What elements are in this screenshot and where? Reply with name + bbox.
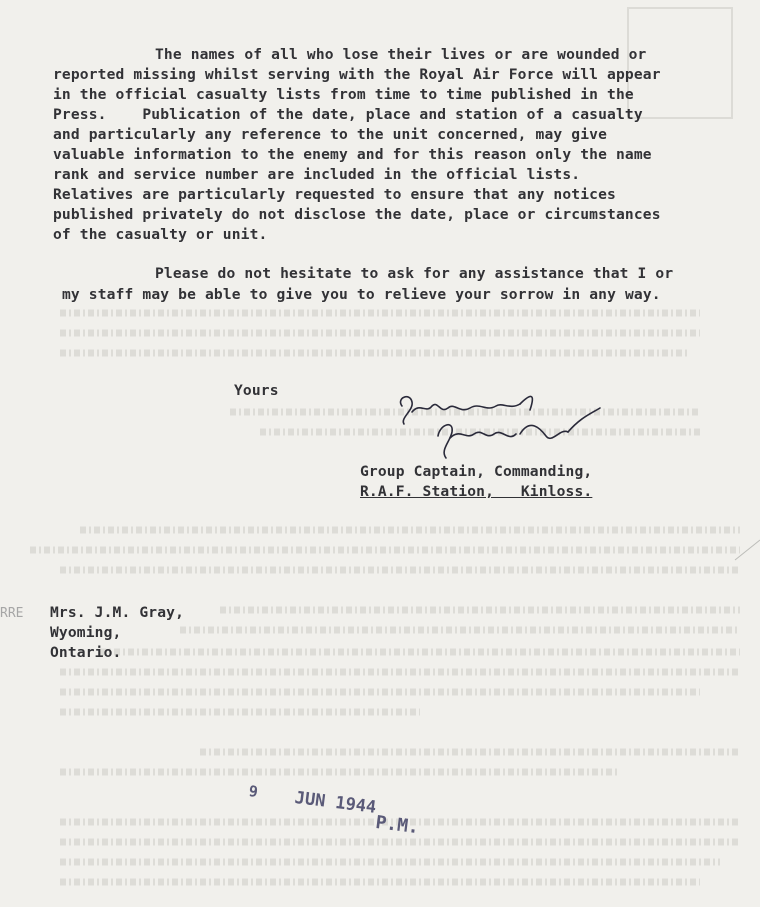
recipient-province: Ontario. <box>50 644 122 661</box>
paragraph1-line-5: and particularly any reference to the unit concerned, may give <box>53 126 608 143</box>
paragraph2-line-2: my staff may be able to give you to relieve your sorrow in any way. <box>62 286 661 303</box>
paragraph1-line-2: reported missing whilst serving with the Royal Air Force will appear <box>53 66 661 83</box>
closing: Yours <box>234 382 279 399</box>
date-stamp-month-year: JUN 1944 <box>293 788 378 818</box>
date-stamp-day: 9 <box>247 782 259 801</box>
paragraph1-line-10: of the casualty or unit. <box>53 226 268 243</box>
signature-station: R.A.F. Station, Kinloss. <box>360 483 593 500</box>
signature-title: Group Captain, Commanding, <box>360 463 593 480</box>
recipient-name: Mrs. J.M. Gray, <box>50 604 185 621</box>
paragraph1-line-1: The names of all who lose their lives or are wounded or <box>155 46 647 63</box>
paragraph1-line-9: published privately do not disclose the date, place or circumstances <box>53 206 661 223</box>
paragraph1-line-6: valuable information to the enemy and for this reason only the name <box>53 146 652 163</box>
margin-note: RRE <box>0 606 24 621</box>
handwritten-signature <box>390 388 620 468</box>
paragraph1-line-3: in the official casualty lists from time to time published in the <box>53 86 634 103</box>
recipient-town: Wyoming, <box>50 624 122 641</box>
paragraph2-line-1: Please do not hesitate to ask for any assistance that I or <box>155 265 674 282</box>
paragraph1-line-7: rank and service number are included in the official lists. <box>53 166 581 183</box>
paragraph1-line-8: Relatives are particularly requested to ensure that any notices <box>53 186 616 203</box>
date-stamp-time: P.M. <box>374 812 421 839</box>
paragraph1-line-4: Press. Publication of the date, place and station of a casualty <box>53 106 643 123</box>
